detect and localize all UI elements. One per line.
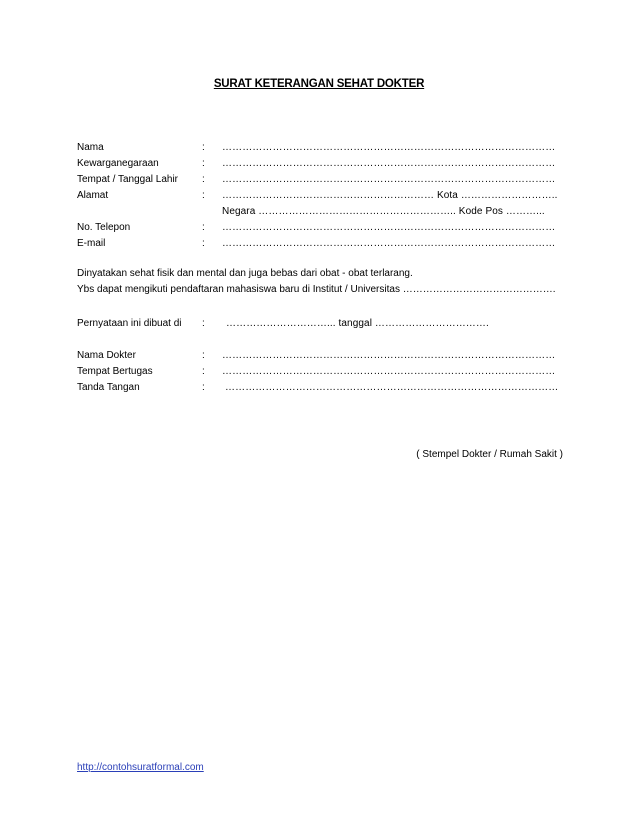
- registration-statement: Ybs dapat mengikuti pendaftaran mahasiswa baru di Institut / Universitas ……………………………………….: [77, 284, 556, 295]
- field-value: …………………………... tanggal …………………………….: [226, 318, 489, 329]
- stamp-placeholder: ( Stempel Dokter / Rumah Sakit ): [416, 449, 563, 460]
- health-statement: Dinyatakan sehat fisik dan mental dan juga bebas dari obat - obat terlarang.: [77, 268, 413, 279]
- field-value: Negara ………………………………………………….. Kode Pos ………...: [222, 206, 545, 217]
- document-title: SURAT KETERANGAN SEHAT DOKTER: [213, 78, 425, 90]
- field-label: Nama Dokter: [77, 350, 136, 361]
- field-colon: :: [202, 366, 205, 377]
- field-value: ………………………………………………………………………………………: [225, 382, 559, 393]
- footer-link[interactable]: http://contohsuratformal.com: [77, 762, 204, 773]
- field-value: ………………………………………………………………………………………: [222, 350, 556, 361]
- field-colon: :: [202, 174, 205, 185]
- field-label: Alamat: [77, 190, 109, 201]
- field-label: Tempat / Tanggal Lahir: [77, 174, 178, 185]
- field-value: ………………………………………………………………………………………: [222, 158, 556, 169]
- field-label: Kewarganegaraan: [77, 158, 159, 169]
- field-value: ……………………………………………………… Kota ………………………..: [222, 190, 558, 201]
- field-label: Tempat Bertugas: [77, 366, 153, 377]
- field-colon: :: [202, 350, 205, 361]
- field-colon: :: [202, 318, 205, 329]
- field-label: Nama: [77, 142, 104, 153]
- field-colon: :: [202, 238, 205, 249]
- field-value: ………………………………………………………………………………………: [222, 238, 556, 249]
- field-label: Pernyataan ini dibuat di: [77, 318, 182, 329]
- field-value: ………………………………………………………………………………………: [222, 142, 556, 153]
- field-colon: :: [202, 222, 205, 233]
- field-colon: :: [202, 382, 205, 393]
- field-colon: :: [202, 190, 205, 201]
- field-label: E-mail: [77, 238, 106, 249]
- field-value: ………………………………………………………………………………………: [222, 222, 556, 233]
- field-label: Tanda Tangan: [77, 382, 140, 393]
- field-value: ………………………………………………………………………………………: [222, 174, 556, 185]
- field-colon: :: [202, 142, 205, 153]
- field-value: ………………………………………………………………………………………: [222, 366, 556, 377]
- field-label: No. Telepon: [77, 222, 131, 233]
- field-colon: :: [202, 158, 205, 169]
